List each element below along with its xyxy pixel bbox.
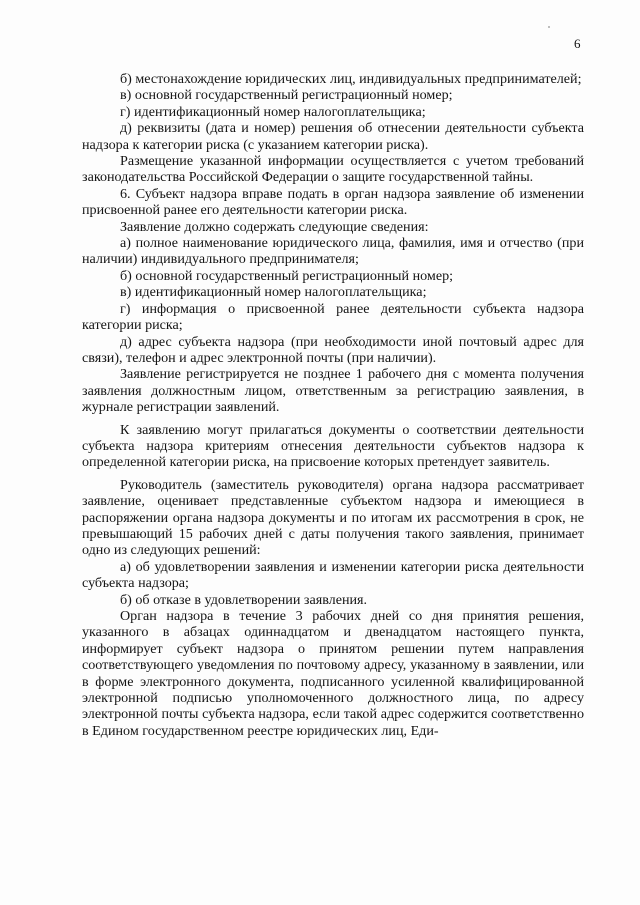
document-body <box>82 71 584 739</box>
paragraph: б) основной государственный регистрационный номер; <box>120 267 454 284</box>
paragraph: Размещение указанной информации осуществляется с учетом требований законодательства Российской Федерации о защите государственной тайны. <box>82 153 584 186</box>
paragraph: Заявление должно содержать следующие сведения: <box>120 218 429 235</box>
paragraph: Руководитель (заместитель руководителя) органа надзора рассматривает заявление, оценивает представленные субъектом надзора и имеющиеся в распоряжении органа надзора документы и по итогам их рассмотрения в срок, не превышающий 15 рабочих дней с даты получения такого заявления, принимает одно из следующих решений: <box>82 476 584 559</box>
paragraph: б) об отказе в удовлетворении заявления. <box>120 591 368 608</box>
paragraph: Орган надзора в течение 3 рабочих дней со дня принятия решения, указанного в абзацах одиннадцатом и двенадцатом настоящего пункта, информирует субъект надзора о принятом решении путем направления соответствующего уведомления по почтовому адресу, указанному в заявлении, или в форме электронного документа, подписанного усиленной квалифицированной электронной подписью уполномоченного должностного лица, по адресу электронной почты субъекта надзора, если такой адрес содержится соответственно в Едином государственном реестре юридических лиц, Еди- <box>82 608 584 739</box>
paragraph: д) реквизиты (дата и номер) решения об отнесении деятельности субъекта надзора к категории риска (с указанием категории риска). <box>82 120 584 153</box>
paragraph: а) полное наименование юридического лица, фамилия, имя и отчество (при наличии) индивидуального предпринимателя; <box>82 235 584 268</box>
scan-speck <box>548 26 550 28</box>
paragraph: г) информация о присвоенной ранее деятельности субъекта надзора категории риска; <box>82 300 584 334</box>
page-number: 6 <box>574 36 581 51</box>
paragraph: г) идентификационный номер налогоплательщика; <box>120 103 426 120</box>
paragraph: Заявление регистрируется не позднее 1 рабочего дня с момента получения заявления должностным лицом, ответственным за регистрацию заявления, в журнале регистрации заявлений. <box>82 366 584 416</box>
paragraph: 6. Субъект надзора вправе подать в орган надзора заявление об изменении присвоенной ранее его деятельности категории риска. <box>82 185 584 219</box>
paragraph: а) об удовлетворении заявления и изменении категории риска деятельности субъекта надзора; <box>82 558 584 592</box>
paragraph: в) основной государственный регистрационный номер; <box>120 87 453 104</box>
paragraph: б) местонахождение юридических лиц, индивидуальных предпринимателей; <box>120 71 582 87</box>
paragraph: д) адрес субъекта надзора (при необходимости иной почтовый адрес для связи), телефон и адрес электронной почты (при наличии). <box>82 333 584 366</box>
paragraph: К заявлению могут прилагаться документы о соответствии деятельности субъекта надзора критериям отнесения деятельности субъектов надзора к определенной категории риска, на присвоение которых претендует заявитель. <box>82 421 584 471</box>
paragraph: в) идентификационный номер налогоплательщика; <box>120 284 427 301</box>
